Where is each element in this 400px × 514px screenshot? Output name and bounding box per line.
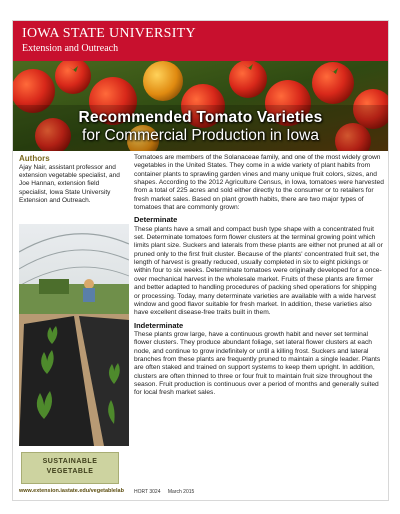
banner-title-line1: Recommended Tomato Varieties (78, 109, 323, 126)
extension-wordmark: Extension and Outreach (22, 43, 119, 54)
banner-title-line2: for Commercial Production in Iowa (82, 127, 319, 144)
university-wordmark: IOWA STATE UNIVERSITY (22, 26, 196, 41)
determinate-paragraph: These plants have a small and compact bush type shape with a concentrated fruit set. Determinate tomatoes form flower clusters at the terminal growing point which limits plant size. Suckers and laterals from these plants are either not pruned at all or pruned only to the first fruit cluster. Because of the plants' concentrated fruit set, the length of harvest is greatly reduced, usually completed in six to eight pickings or within four to six weeks. Determinate tomatoes were originally developed for a once-over mechanical harvest in the wholesale market. Fruits of these plants are firmer and better adapted to handling procedures of packing shed operations for shipping or processing. Today, many determinate varieties are available with a wide harvest window and good flavor suitable for fresh market. In addition, these varieties also have excellent disease-free traits built in them. (134, 225, 383, 317)
document-page (13, 21, 388, 500)
intro-paragraph: Tomatoes are members of the Solanaceae family, and one of the most widely grown vegetables in the United States. They come in a wide variety of plant habits from container plants to sprawling garden vines and many unique fruit colors, sizes, and shapes. According to the 2012 Agriculture Census, in Iowa, tomatoes were harvested from a total of 225 acres and sold either directly to the consumer or to retailers for fresh market sales. Based on plant growth habits, there are two major types of tomatoes that are commonly grown: (134, 154, 384, 212)
publication-footer (134, 489, 200, 495)
authors-heading: Authors (19, 154, 50, 163)
high-tunnel-photo (19, 224, 129, 446)
sustainable-vegetable-badge (21, 452, 119, 484)
authors-text: Ajay Nair, assistant professor and extension vegetable specialist, and Joe Hannan, extension field specialist, Iowa State University Extension and Outreach. (19, 164, 120, 204)
website-link[interactable]: www.extension.iastate.edu/vegetablelab (19, 488, 124, 494)
indeterminate-heading: Indeterminate (134, 320, 184, 330)
tomato-banner (13, 61, 388, 151)
main-body (134, 154, 384, 402)
publication-code: HORT 3024 (134, 489, 161, 495)
indeterminate-paragraph: These plants grow large, have a continuous growth habit and never set terminal flower clusters. They produce abundant foliage, set lateral flower clusters at each node, and continue to grow indefinitely or until a killing frost. Suckers and lateral branches from these plants are frequently pruned to maintain a single leader. Plants are often staked and trained on support systems to keep them upright. In addition, clusters are often thinned to three or four fruit to maintain fruit size throughout the season. Fruit production is continuous over a period of months and generally suited for local fresh market sales. (134, 330, 381, 397)
badge-line2: VEGETABLE (46, 468, 94, 475)
determinate-heading: Determinate (134, 215, 178, 225)
sidebar (19, 154, 125, 205)
badge-line1: SUSTAINABLE (42, 458, 98, 465)
publication-date: March 2015 (167, 489, 195, 495)
masthead (13, 21, 388, 61)
